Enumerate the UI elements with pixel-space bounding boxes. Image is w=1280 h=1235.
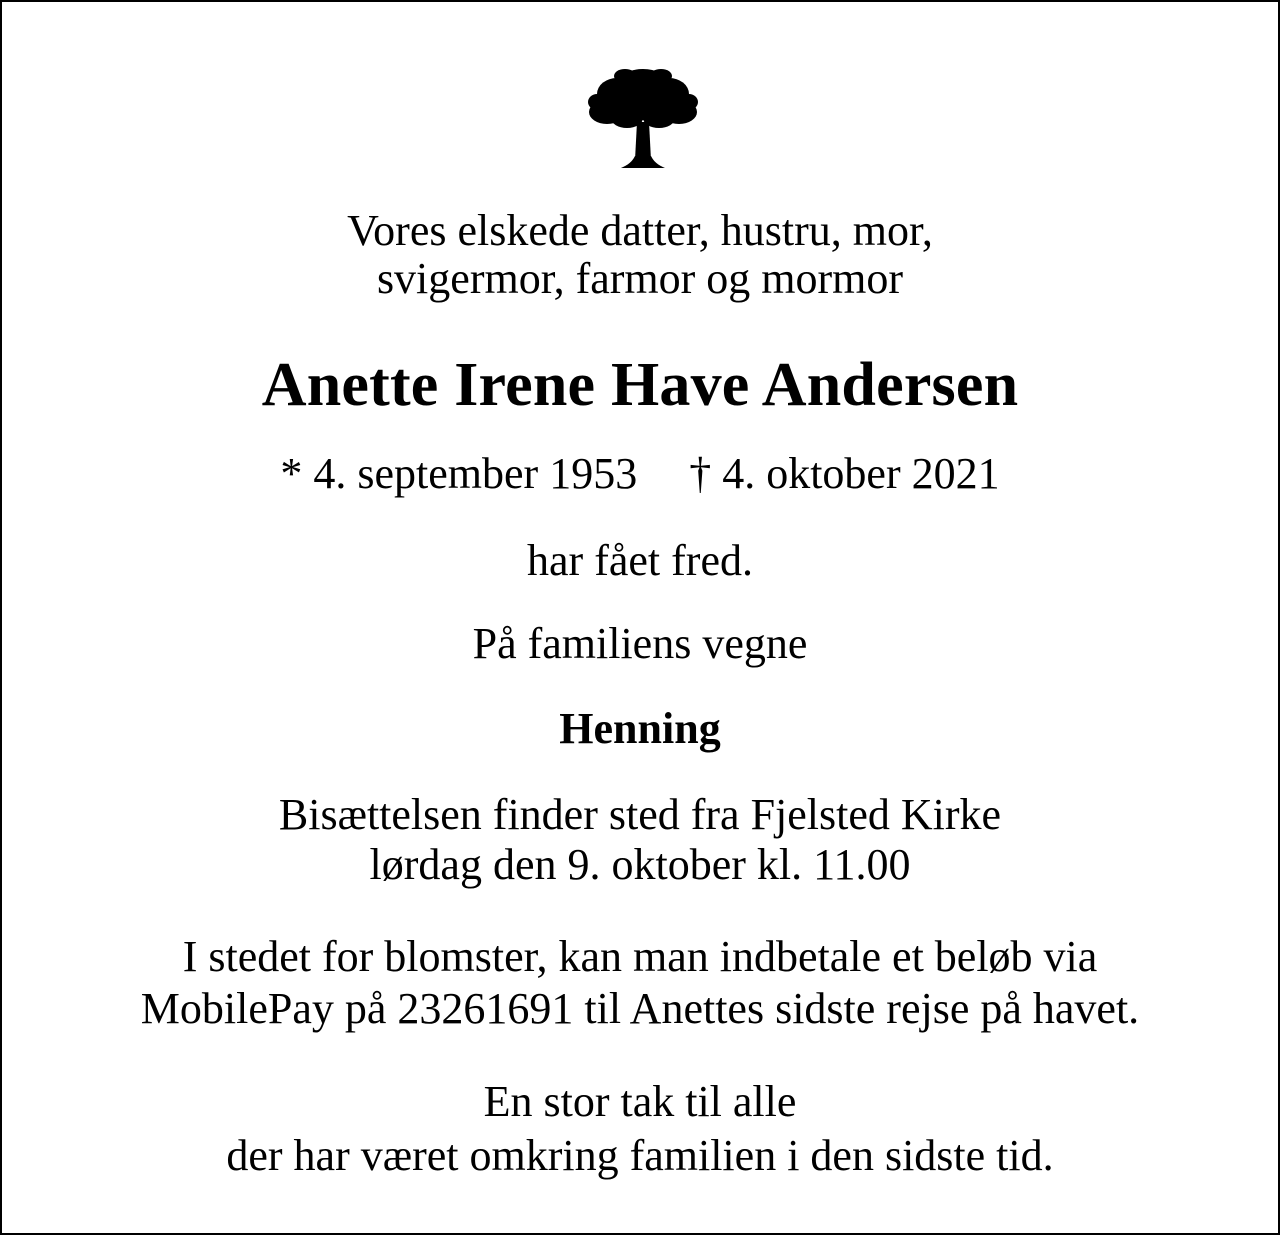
donation-info <box>2 931 1278 1035</box>
tree-icon <box>587 68 699 172</box>
life-dates <box>2 449 1278 498</box>
deceased-name: Anette Irene Have Andersen <box>261 351 1019 419</box>
thanks-text <box>2 1075 1278 1183</box>
funeral-line-2: lørdag den 9. oktober kl. 11.00 <box>369 840 911 889</box>
donation-line-2: MobilePay på 23261691 til Anettes sidste rejse på havet. <box>140 984 1140 1033</box>
behalf-label: På familiens vegne <box>472 619 808 668</box>
donation-line-1: I stedet for blomster, kan man indbetale et beløb via <box>182 932 1098 981</box>
death-date: † 4. oktober 2021 <box>689 449 1000 498</box>
birth-date: * 4. september 1953 <box>280 449 638 498</box>
signer-name: Henning <box>559 704 721 753</box>
thanks-line-1: En stor tak til alle <box>483 1077 797 1126</box>
intro-line-1: Vores elskede datter, hustru, mor, <box>347 206 933 255</box>
peace-text: har fået fred. <box>527 536 753 585</box>
funeral-info <box>2 790 1278 890</box>
intro-line-2: svigermor, farmor og mormor <box>376 254 904 303</box>
intro-text <box>2 207 1278 303</box>
funeral-line-1: Bisættelsen finder sted fra Fjelsted Kirke <box>278 790 1002 839</box>
thanks-line-2: der har været omkring familien i den sidste tid. <box>226 1131 1054 1180</box>
